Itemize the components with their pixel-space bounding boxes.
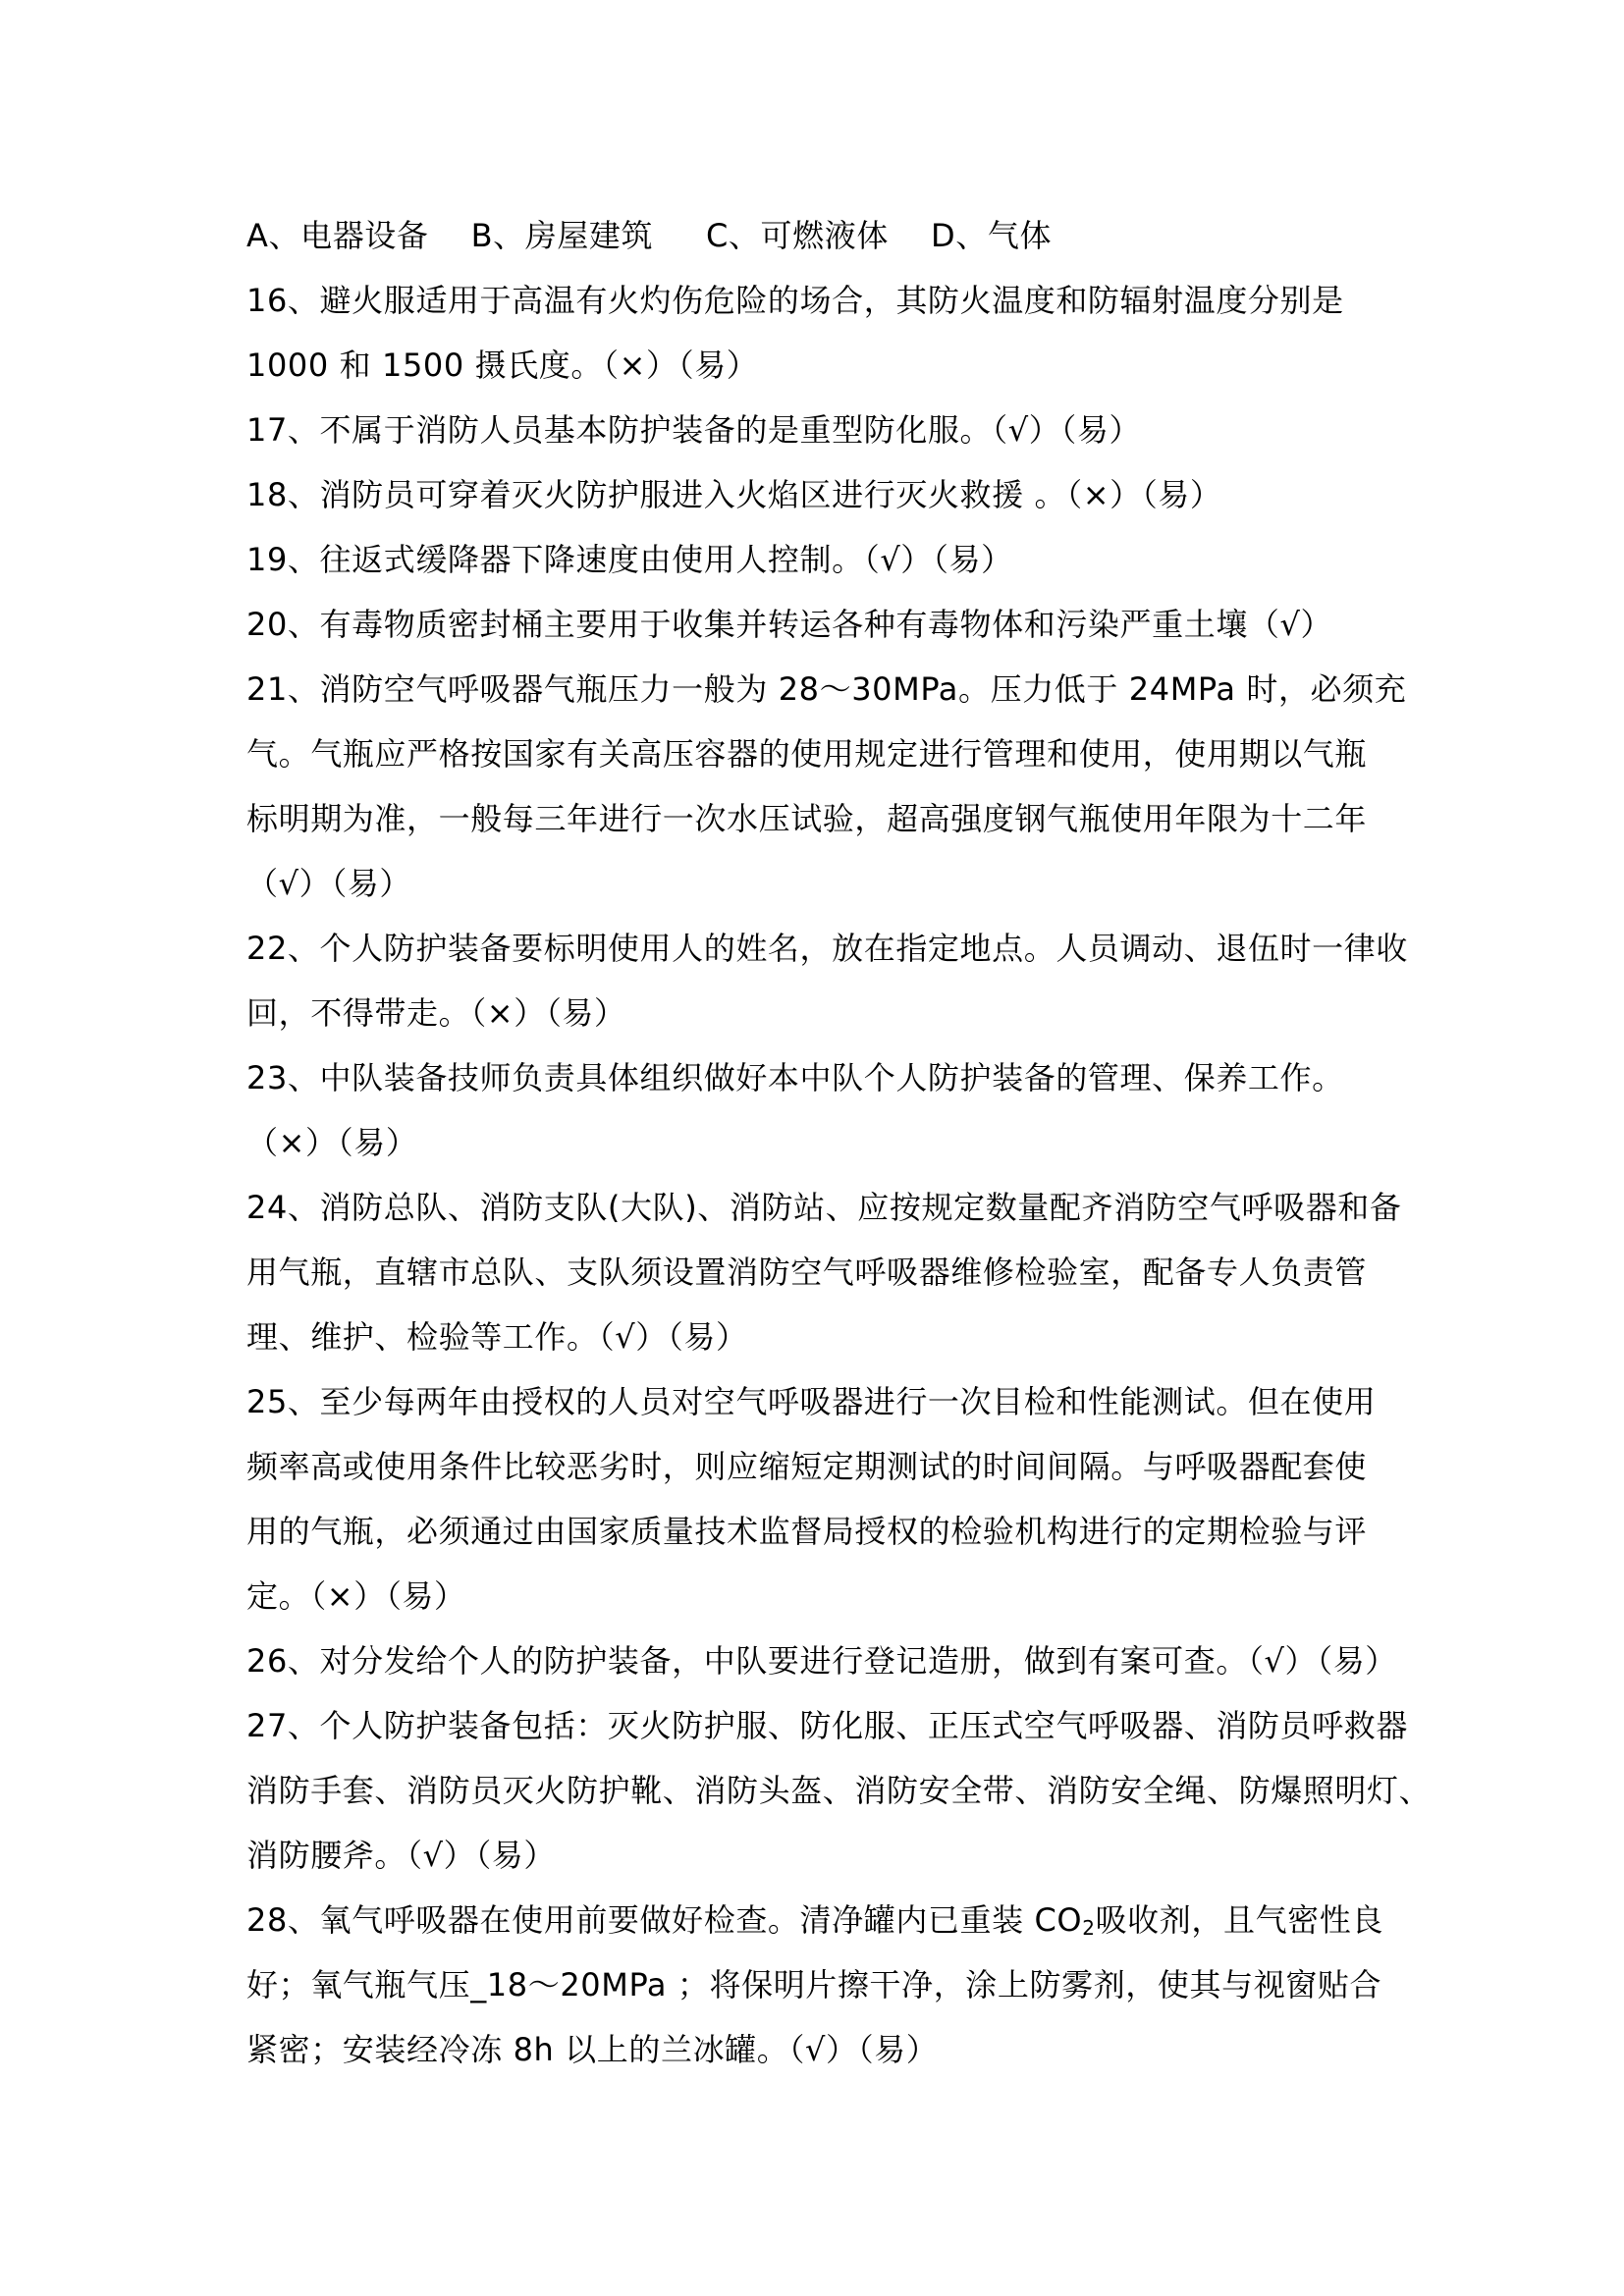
question-line: 用气瓶，直辖市总队、支队须设置消防空气呼吸器维修检验室，配备专人负责管 xyxy=(246,1254,1368,1291)
question-line: 21、消防空气呼吸器气瓶压力一般为 28～30MPa。压力低于 24MPa 时，必须充 xyxy=(246,670,1407,708)
question-21 xyxy=(246,657,1407,916)
question-line xyxy=(246,1888,1395,1952)
question-20 xyxy=(246,592,1395,657)
document-page xyxy=(246,203,1432,2082)
question-line: 标明期为准，一般每三年进行一次水压试验，超高强度钢气瓶使用年限为十二年 xyxy=(246,800,1368,837)
question-line: 理、维护、检验等工作。（√）（易） xyxy=(246,1318,748,1356)
question-23 xyxy=(246,1045,1395,1175)
question-line: 27、个人防护装备包括：灭火防护服、防化服、正压式空气呼吸器、消防员呼救器 xyxy=(246,1707,1408,1744)
question-27 xyxy=(246,1693,1432,1888)
question-line: 26、对分发给个人的防护装备，中队要进行登记造册，做到有案可查。（√）（易） xyxy=(246,1642,1397,1680)
question-line: 25、至少每两年由授权的人员对空气呼吸器进行一次目检和性能测试。但在使用 xyxy=(246,1383,1377,1420)
question-line: 17、不属于消防人员基本防护装备的是重型防化服。（√）（易） xyxy=(246,411,1142,449)
question-line: 气。气瓶应严格按国家有关高压容器的使用规定进行管理和使用，使用期以气瓶 xyxy=(246,735,1368,773)
question-28 xyxy=(246,1888,1395,2082)
question-line: 好；氧气瓶气压_18～20MPa ；将保明片擦干净，涂上防雾剂，使其与视窗贴合 xyxy=(246,1966,1382,2003)
question-line: 20、有毒物质密封桶主要用于收集并转运各种有毒物体和污染严重土壤（√） xyxy=(246,606,1333,643)
question-line: 22、个人防护装备要标明使用人的姓名，放在指定地点。人员调动、退伍时一律收 xyxy=(246,930,1408,967)
question-24 xyxy=(246,1175,1402,1369)
question-line: 1000 和 1500 摄氏度。（×）（易） xyxy=(246,347,759,384)
question-line: 用的气瓶，必须通过由国家质量技术监督局授权的检验机构进行的定期检验与评 xyxy=(246,1513,1368,1550)
question-line: 定。（×）（易） xyxy=(246,1577,466,1615)
question-17 xyxy=(246,398,1395,462)
question-line: （×）（易） xyxy=(246,1124,418,1161)
question-line: 24、消防总队、消防支队(大队)、消防站、应按规定数量配齐消防空气呼吸器和备 xyxy=(246,1189,1402,1226)
question-line: （√）（易） xyxy=(246,865,411,902)
question-line: 回，不得带走。（×）（易） xyxy=(246,994,626,1032)
question-18 xyxy=(246,462,1395,527)
question-25 xyxy=(246,1369,1395,1629)
question-text: 吸收剂，且气密性良 xyxy=(1095,1901,1383,1939)
question-line: 紧密；安装经冷冻 8h 以上的兰冰罐。（√）（易） xyxy=(246,2031,939,2068)
question-text: 28、氧气呼吸器在使用前要做好检查。清净罐内已重装 CO xyxy=(246,1901,1083,1939)
question-line: 频率高或使用条件比较恶劣时，则应缩短定期测试的时间间隔。与呼吸器配套使 xyxy=(246,1448,1368,1485)
question-22 xyxy=(246,916,1408,1045)
question-26 xyxy=(246,1629,1395,1693)
question-line: 23、中队装备技师负责具体组织做好本中队个人防护装备的管理、保养工作。 xyxy=(246,1059,1344,1096)
options-line: A、电器设备 B、房屋建筑 C、可燃液体 D、气体 xyxy=(246,217,1053,254)
question-line: 消防手套、消防员灭火防护靴、消防头盔、消防安全带、消防安全绳、防爆照明灯、 xyxy=(246,1772,1432,1809)
question-line: 18、消防员可穿着灭火防护服进入火焰区进行灭火救援 。（×）（易） xyxy=(246,476,1222,513)
co2-subscript: 2 xyxy=(1082,1916,1096,1940)
question-line: 16、避火服适用于高温有火灼伤危险的场合，其防火温度和防辐射温度分别是 xyxy=(246,282,1344,319)
question-line: 19、往返式缓降器下降速度由使用人控制。（√）（易） xyxy=(246,541,1013,578)
question-16 xyxy=(246,268,1395,398)
question-line: 消防腰斧。（√）（易） xyxy=(246,1837,556,1874)
question-19 xyxy=(246,527,1395,592)
